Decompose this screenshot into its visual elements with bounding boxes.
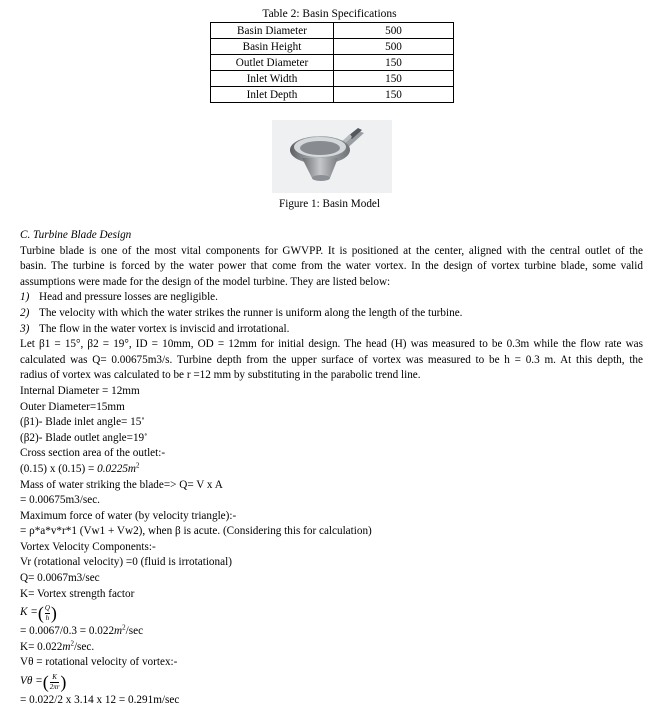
vr-line: Vr (rotational velocity) =0 (fluid is irrotational) xyxy=(20,556,232,569)
list-text: Head and pressure losses are negligible. xyxy=(39,291,218,304)
section-body xyxy=(20,228,643,709)
table-row xyxy=(211,71,454,87)
blade-outlet-angle-line: (β2)- Blade outlet angle=19∘ xyxy=(20,429,148,444)
outer-diameter-line: Outer Diameter=15mm xyxy=(20,400,125,413)
table-cell-label: Basin Height xyxy=(211,39,334,55)
vortex-components-line: Vortex Velocity Components:- xyxy=(20,540,156,553)
table-row xyxy=(211,87,454,103)
basin-model-image xyxy=(272,120,392,193)
table-row xyxy=(211,39,454,55)
table-row xyxy=(211,23,454,39)
table-caption: Table 2: Basin Specifications xyxy=(262,8,397,20)
paragraph-line: assumptions were made for the design of the model turbine. They are listed below: xyxy=(20,275,391,288)
list-number: 1) xyxy=(20,291,30,304)
v-theta-formula: Vθ = ( $\frac{K}{2\pi r}$ ) xyxy=(20,672,67,693)
list-text: The flow in the water vortex is inviscid and irrotational. xyxy=(39,322,290,335)
list-item xyxy=(20,290,643,306)
table-cell-value: 500 xyxy=(334,39,454,55)
table-cell-label: Basin Diameter xyxy=(211,23,334,39)
list-item xyxy=(20,306,643,322)
basin-model-figure xyxy=(272,120,392,193)
mass-line: Mass of water striking the blade=> Q= V x A xyxy=(20,478,223,491)
k-definition-line: K= Vortex strength factor xyxy=(20,587,135,600)
list-text: The velocity with which the water strikes the runner is uniform along the length of the turbine. xyxy=(39,306,463,319)
blade-inlet-angle-line: (β1)- Blade inlet angle= 15∘ xyxy=(20,414,145,429)
table-cell-label: Inlet Depth xyxy=(211,87,334,103)
internal-diameter-line: Internal Diameter = 12mm xyxy=(20,384,140,397)
list-number: 2) xyxy=(20,306,30,319)
paragraph-line: basin. The turbine is forced by the water power that come from the water vortex. In the design of vortex turbine blade, some valid xyxy=(20,260,643,273)
section-heading: C. Turbine Blade Design xyxy=(20,229,132,241)
list-number: 3) xyxy=(20,322,30,335)
table-cell-value: 150 xyxy=(334,71,454,87)
mass-value-line: = 0.00675m3/sec. xyxy=(20,494,100,507)
table-cell-value: 150 xyxy=(334,87,454,103)
paragraph-line: Let β1 = 15°, β2 = 19°, ID = 10mm, OD = 12mm for initial design. The head (H) was measured to be 0.3m while the flow rate was xyxy=(20,338,643,351)
force-equation-line: = ρ*a*v*r*1 (Vw1 + Vw2), when β is acute. (Considering this for calculation) xyxy=(20,525,372,538)
table-cell-label: Inlet Width xyxy=(211,71,334,87)
figure-caption: Figure 1: Basin Model xyxy=(279,198,380,210)
table-cell-label: Outlet Diameter xyxy=(211,55,334,71)
table-cell-value: 150 xyxy=(334,55,454,71)
area-calc-line: (0.15) x $(0.15) = 0.0225m^2$ xyxy=(20,461,140,475)
v-theta-definition-line: Vθ = rotational velocity of vortex:- xyxy=(20,656,178,669)
table-cell-value: 500 xyxy=(334,23,454,39)
list-item xyxy=(20,322,643,338)
cross-section-line: Cross section area of the outlet:- xyxy=(20,447,166,460)
paragraph-line: Turbine blade is one of the most vital components for GWVPP. It is positioned at the center, aligned with the central outlet of the xyxy=(20,244,643,257)
paragraph-line: calculated was Q= 0.00675m3/s. Turbine depth from the upper surface of vortex was measured to be h = 0.3 m. At this depth, the xyxy=(20,353,643,366)
k-calc-line: = $0.0067/0.3 = 0.022m^2/\sec$ xyxy=(20,623,144,638)
k-formula: K = ( $\frac{Q}{h}$ ) xyxy=(20,603,57,624)
flow-rate-line: Q= 0.0067m3/sec xyxy=(20,572,100,585)
max-force-line: Maximum force of water (by velocity triangle):- xyxy=(20,509,237,522)
basin-spec-table xyxy=(210,22,454,103)
k-result-line: $K= 0.022m^2/\sec$. xyxy=(20,639,95,653)
v-theta-calc-line: = 0.022/2 x 3.14 x 12 = 0.291m/sec xyxy=(20,694,180,707)
table-row xyxy=(211,55,454,71)
paragraph-line: radius of vortex was calculated to be r =12 mm by substituting in the parabolic trend line. xyxy=(20,369,421,382)
